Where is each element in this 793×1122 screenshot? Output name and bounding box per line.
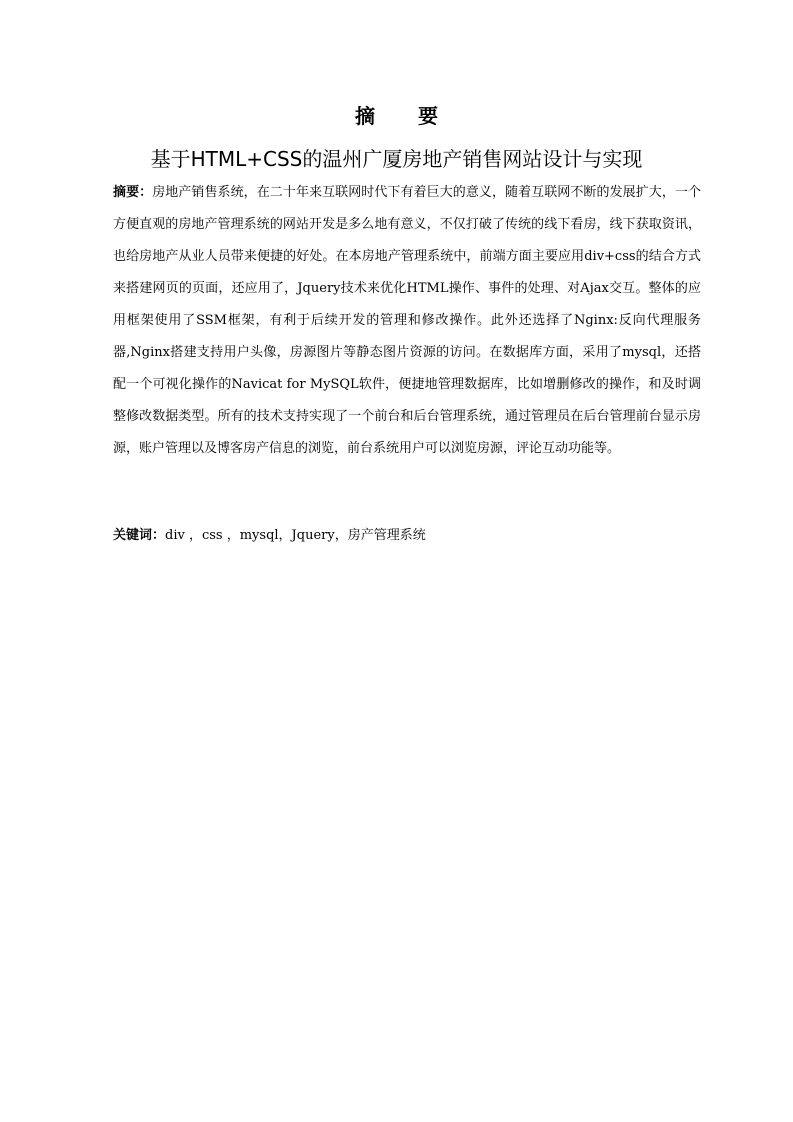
abstract-body: 房地产销售系统，在二十年来互联网时代下有着巨大的意义，随着互联网不断的发展扩大，一个方便直观的房地产管理系统的网站开发是多么地有意义，不仅打破了传统的线下看房，线下获取资讯，也给房地产从业人员带来便捷的好处。在本房地产管理系统中，前端方面主要应用div+css的结合方式来搭建网页的页面，还应用了，Jquery技术来优化HTML操作、事件的处理、对Ajax交互。整体的应用框架使用了SSM框架，有利于后续开发的管理和修改操作。此外还选择了Nginx:反向代理服务器,Nginx搭建支持用户头像，房源图片等静态图片资源的访问。在数据库方面，采用了mysql，还搭配一个可视化操作的Navicat for MySQL软件，便捷地管理数据库，比如增删修改的操作，和及时调整修改数据类型。所有的技术支持实现了一个前台和后台管理系统，通过管理员在后台管理前台显示房源，账户管理以及博客房产信息的浏览，前台系统用户可以浏览房源，评论互动功能等。	[113, 185, 701, 456]
abstract-heading: 摘 要	[355, 104, 456, 128]
abstract-paragraph	[113, 177, 701, 465]
keywords-label: 关键词：	[113, 528, 166, 543]
keywords-paragraph	[113, 520, 701, 552]
abstract-label: 摘要：	[113, 185, 153, 200]
paper-title: 基于HTML+CSS的温州广厦房地产销售网站设计与实现	[150, 147, 643, 171]
keywords-body: div ，css ，mysql，Jquery，房产管理系统	[165, 528, 426, 543]
